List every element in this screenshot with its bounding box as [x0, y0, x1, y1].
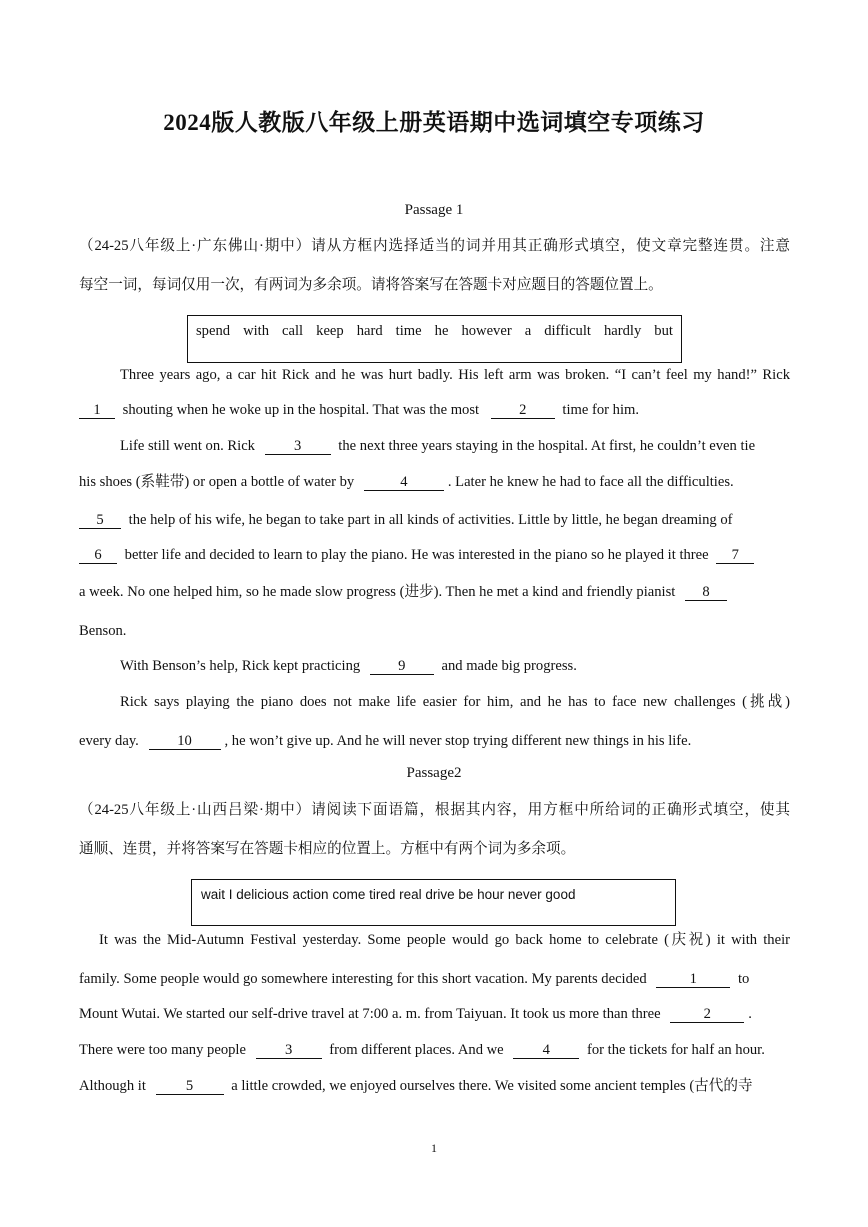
p2-line-2-text-b: to [737, 971, 750, 987]
p1-line-11 [79, 731, 790, 751]
word-bank-item: a [524, 323, 532, 339]
p1-line-9-text-b: and made big progress. [441, 658, 577, 674]
p2-line-3-text-a: Mount Wutai. We started our self-drive travel at 7:00 a. m. from Taiyuan. It took us more than three [79, 1006, 661, 1022]
p1-line-10: Rick says playing the piano does not make life easier for him, and he has to face new challenges (挑战) [120, 694, 790, 710]
blank-6[interactable]: 6 [79, 547, 117, 564]
p1-line-2-text-a: shouting when he woke up in the hospital. That was the most [122, 402, 480, 418]
p2-line-3-text-b: . [748, 1006, 752, 1022]
p1-line-2-text-b: time for him. [562, 402, 639, 418]
blank-7[interactable]: 7 [716, 547, 754, 564]
blank-5[interactable]: 5 [79, 512, 121, 529]
word-bank-item: call [282, 323, 304, 339]
p1-line-7 [79, 582, 790, 602]
p1-line-11-text-b: , he won’t give up. And he will never stop trying different new things in his life. [224, 733, 692, 749]
p2-line-4-text-b: from different places. And we [329, 1042, 504, 1058]
p2-line-4 [79, 1040, 790, 1060]
blank-4[interactable]: 4 [364, 474, 444, 491]
p1-line-4-text-a: his shoes (系鞋带) or open a bottle of water by [79, 474, 355, 490]
p2-blank-2[interactable]: 2 [670, 1006, 744, 1023]
word-bank-item: he [434, 323, 449, 339]
word-bank-item: time [395, 323, 422, 339]
passage2-instruction-line-2: 通顺、连贯，并将答案写在答题卡相应的位置上。方框中有两个词为多余项。 [79, 841, 576, 857]
word-bank-item: difficult [544, 323, 591, 339]
p2-line-5 [79, 1076, 790, 1096]
page-number: 1 [431, 1141, 437, 1155]
p2-line-4-text-c: for the tickets for half an hour. [586, 1042, 765, 1058]
p1-line-9-text-a: With Benson’s help, Rick kept practicing [120, 658, 361, 674]
word-bank-item: spend [196, 323, 231, 339]
word-bank-item: hardly [603, 323, 642, 339]
p2-line-1: It was the Mid-Autumn Festival yesterday. Some people would go back home to celebrate (庆祝) it with their [99, 932, 790, 948]
p1-line-7-text: a week. No one helped him, so he made slow progress (进步). Then he met a kind and friendly pianist [79, 584, 676, 600]
word-bank-item: hard [356, 323, 383, 339]
p1-line-5-text: the help of his wife, he began to take part in all kinds of activities. Little by little, he began dreaming of [128, 512, 733, 528]
passage1-word-bank [187, 315, 682, 363]
word-bank-item: but [654, 323, 673, 339]
p2-blank-4[interactable]: 4 [513, 1042, 579, 1059]
p1-line-9 [120, 656, 790, 676]
blank-9[interactable]: 9 [370, 658, 434, 675]
p1-line-2 [79, 400, 790, 420]
blank-3[interactable]: 3 [265, 438, 331, 455]
p2-line-2-text-a: family. Some people would go somewhere interesting for this short vacation. My parents decided [79, 971, 647, 987]
word-bank-item: keep [316, 323, 344, 339]
p2-line-5-text-b: a little crowded, we enjoyed ourselves there. We visited some ancient temples (古代的寺 [231, 1078, 753, 1094]
p1-line-5 [79, 510, 790, 530]
passage2-word-bank: wait I delicious action come tired real drive be hour never good [191, 879, 676, 926]
p2-line-4-text-a: There were too many people [79, 1042, 246, 1058]
p1-line-6 [79, 545, 790, 565]
blank-2[interactable]: 2 [491, 402, 555, 419]
p1-line-3 [120, 436, 790, 456]
p2-line-5-text-a: Although it [79, 1078, 146, 1094]
p1-line-1: Three years ago, a car hit Rick and he was hurt badly. His left arm was broken. “I can’t feel my hand!” Rick [120, 367, 790, 383]
passage1-instruction-line-1: （24-25八年级上·广东佛山·期中）请从方框内选择适当的词并用其正确形式填空，使文章完整连贯。注意 [79, 238, 790, 254]
p1-line-8: Benson. [79, 623, 127, 639]
p2-blank-5[interactable]: 5 [156, 1078, 224, 1095]
blank-1[interactable]: 1 [79, 402, 115, 419]
p1-line-6-text: better life and decided to learn to play the piano. He was interested in the piano so he played it three [124, 547, 709, 563]
p1-line-4-text-b: . Later he knew he had to face all the difficulties. [447, 474, 734, 490]
p1-line-4 [79, 472, 790, 492]
p1-line-11-text-a: every day. [79, 733, 139, 749]
p2-blank-1[interactable]: 1 [656, 971, 730, 988]
passage1-heading: Passage 1 [404, 202, 464, 218]
p1-line-3-text-a: Life still went on. Rick [120, 438, 255, 454]
p2-blank-3[interactable]: 3 [256, 1042, 322, 1059]
blank-8[interactable]: 8 [685, 584, 727, 601]
blank-10[interactable]: 10 [149, 733, 221, 750]
passage2-instruction-line-1: （24-25八年级上·山西吕梁·期中）请阅读下面语篇，根据其内容，用方框中所给词的正确形式填空，使其 [79, 802, 790, 818]
p2-line-2 [79, 969, 790, 989]
word-bank-item: however [461, 323, 512, 339]
p1-line-3-text-b: the next three years staying in the hospital. At first, he couldn’t even tie [338, 438, 756, 454]
passage2-heading: Passage2 [406, 765, 462, 781]
word-bank-item: with [243, 323, 270, 339]
page-title: 2024版人教版八年级上册英语期中选词填空专项练习 [163, 110, 705, 135]
passage1-instruction-line-2: 每空一词，每词仅用一次，有两词为多余项。请将答案写在答题卡对应题目的答题位置上。 [79, 277, 663, 293]
p2-line-3 [79, 1004, 790, 1024]
